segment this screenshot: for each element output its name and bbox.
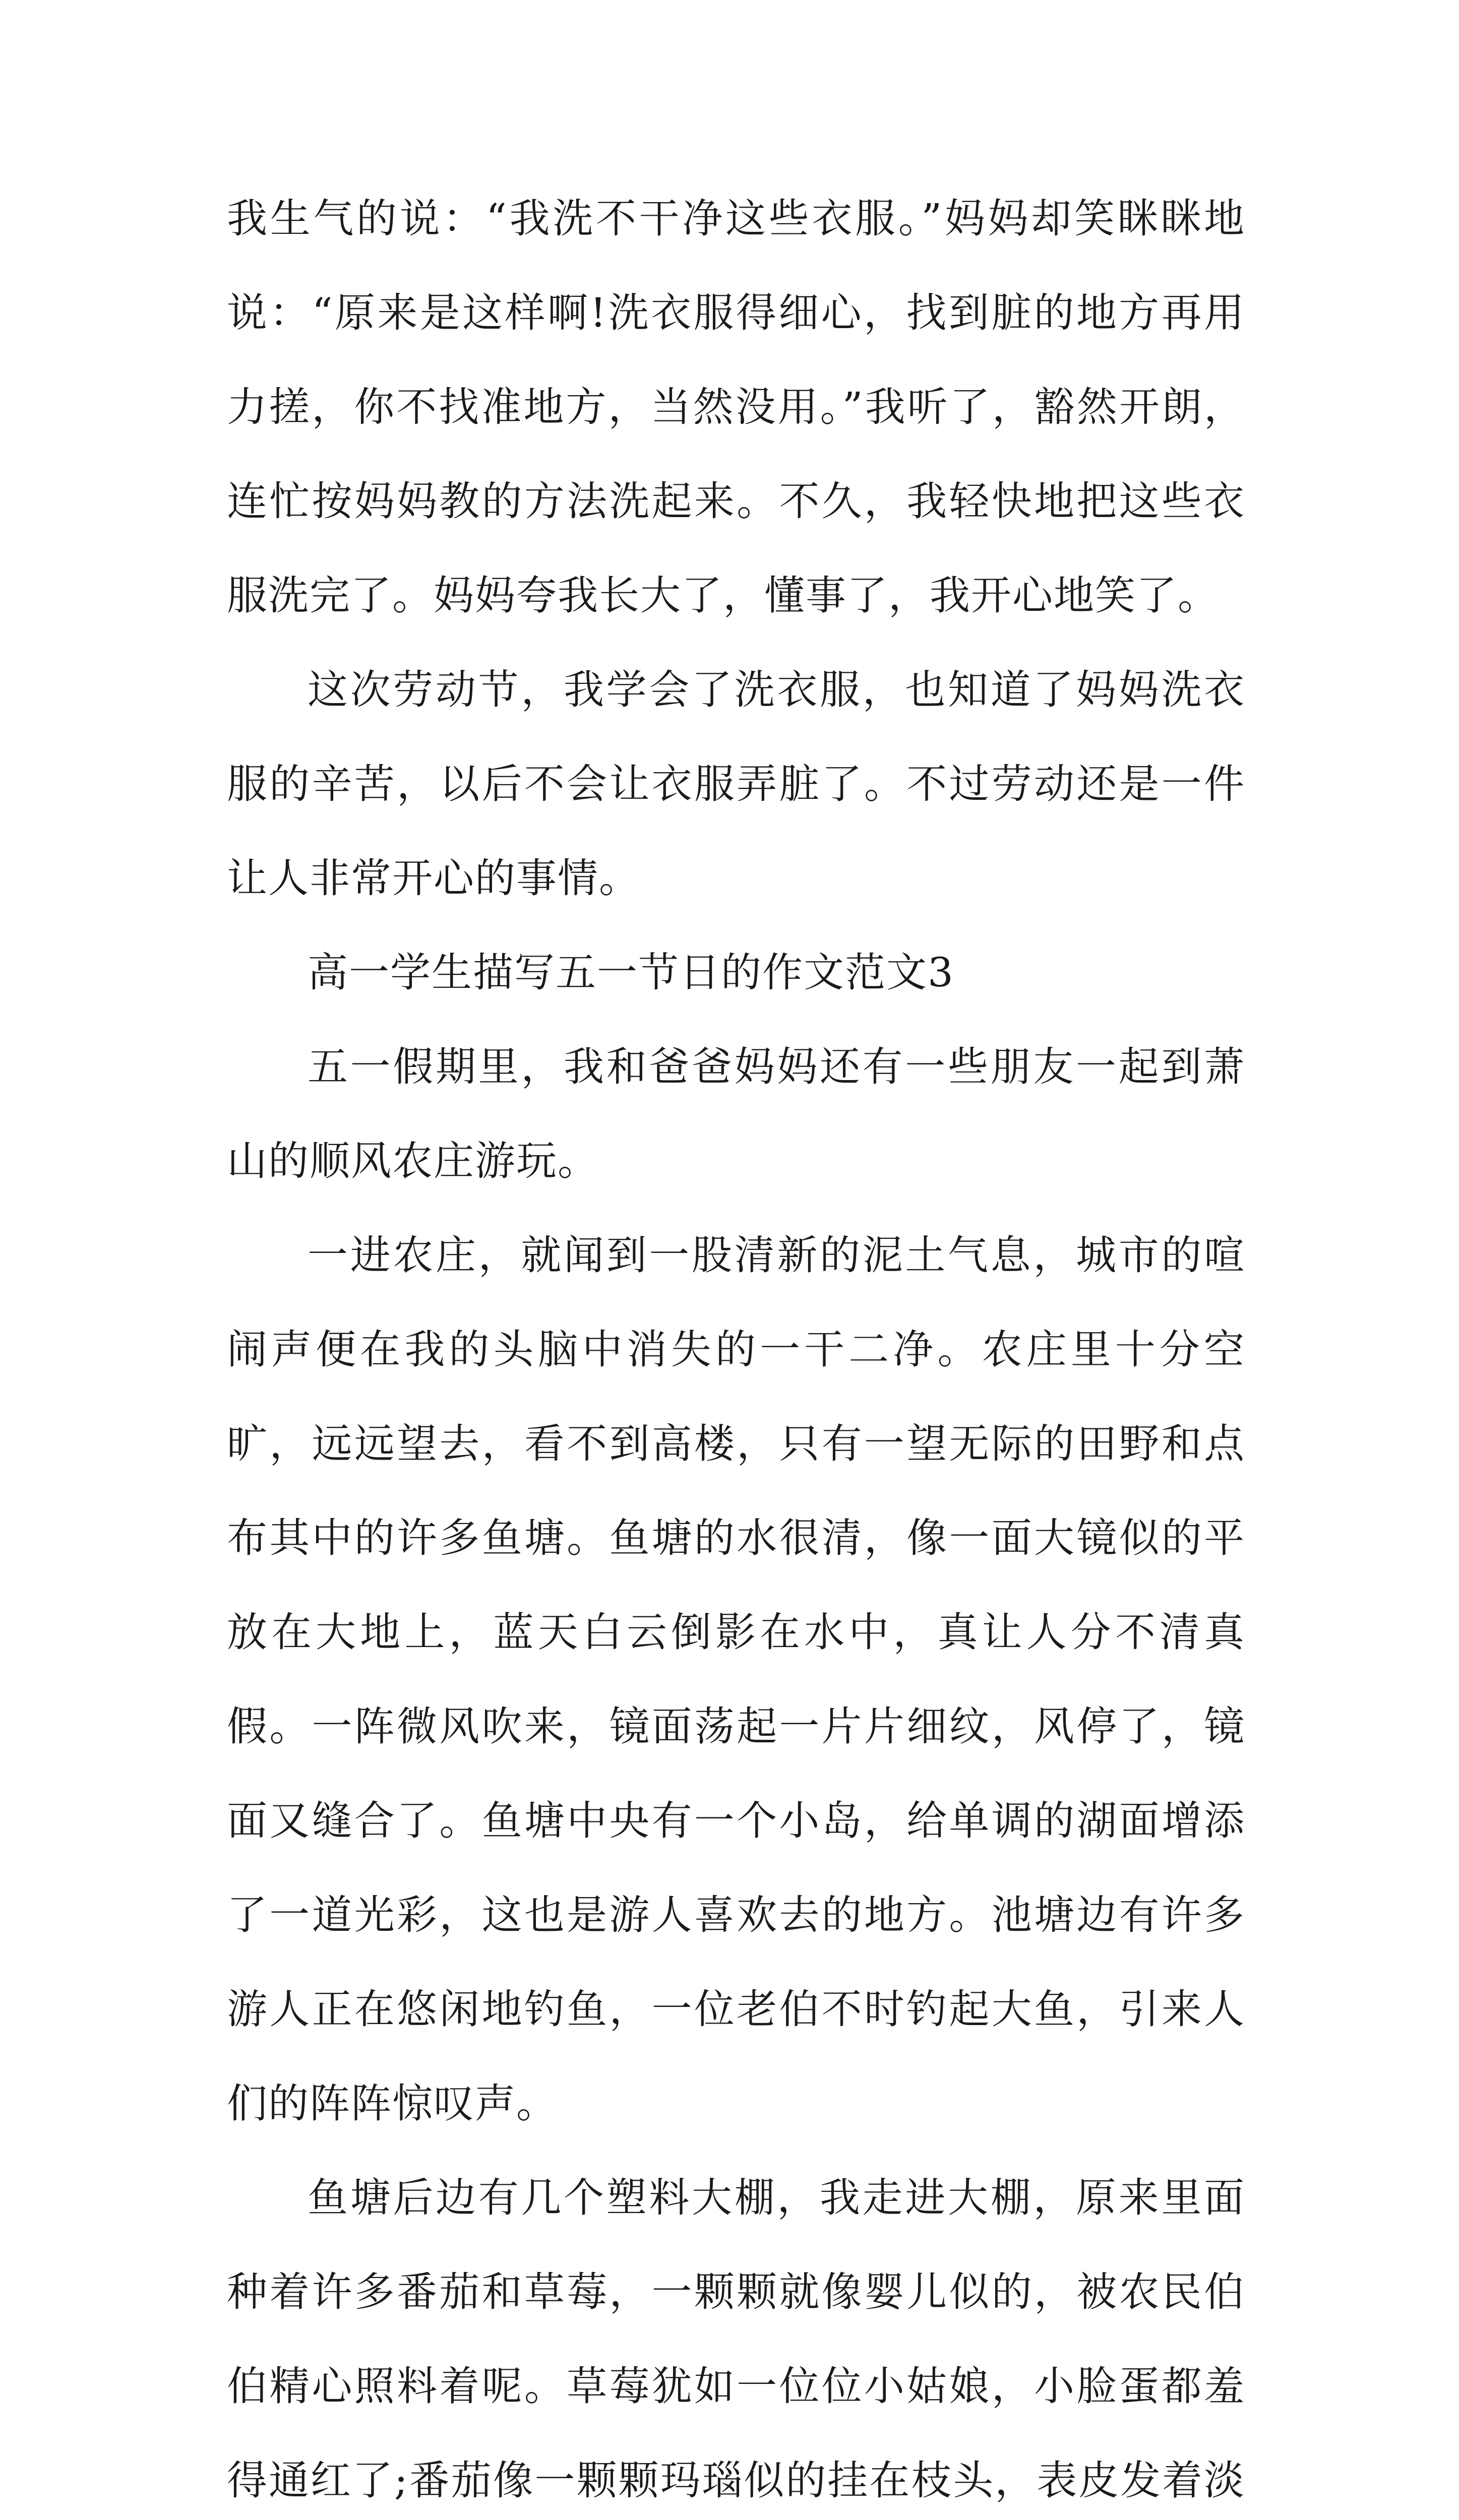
paragraph-1: 我生气的说：“我洗不干净这些衣服。”妈妈却笑眯眯地说：“原来是这样啊!洗衣服得细心，找到脏的地方再用力搓，你不找准地方，当然没用。”我听了，豁然开朗，连忙按妈妈教的方法洗起来。不久，我轻快地把这些衣服洗完了。妈妈夸我长大了，懂事了，我开心地笑了。: [227, 195, 1245, 619]
paragraph-3: 五一假期里，我和爸爸妈妈还有一些朋友一起到萧山的顺风农庄游玩。: [227, 1043, 1245, 1184]
essay-title: 高一学生描写五一节日的作文范文3: [308, 949, 954, 996]
paragraph-2: 这次劳动节，我学会了洗衣服，也知道了妈妈洗衣服的辛苦，以后不会让衣服弄脏了。不过劳动还是一件让人非常开心的事情。: [227, 666, 1245, 902]
document-body: [227, 171, 1245, 2520]
paragraph-4: 一进农庄，就闻到一股清新的泥土气息，城市的喧闹声便在我的头脑中消失的一干二净。农庄里十分空旷，远远望去，看不到高楼，只有一望无际的田野和点布其中的许多鱼塘。鱼塘的水很清，像一面大镜似的平放在大地上，蓝天白云倒影在水中，真让人分不清真假。一阵微风吹来，镜面荡起一片片细纹，风停了，镜面又缝合了。鱼塘中央有一个小岛，给单调的湖面增添了一道光彩，这也是游人喜欢去的地方。池塘边有许多游人正在悠闲地钓鱼，一位老伯不时钓起大鱼，引来人们的阵阵惊叹声。: [227, 1232, 1245, 2127]
paragraph-5: 鱼塘后边有几个塑料大棚，我走进大棚，原来里面种着许多番茄和草莓，一颗颗就像婴儿似的，被农民伯伯精心照料着呢。草莓犹如一位位小姑娘，小脸蛋都羞得通红了;番茄像一颗颗玛瑙似的挂在枝头，表皮发着淡: [227, 2174, 1245, 2504]
